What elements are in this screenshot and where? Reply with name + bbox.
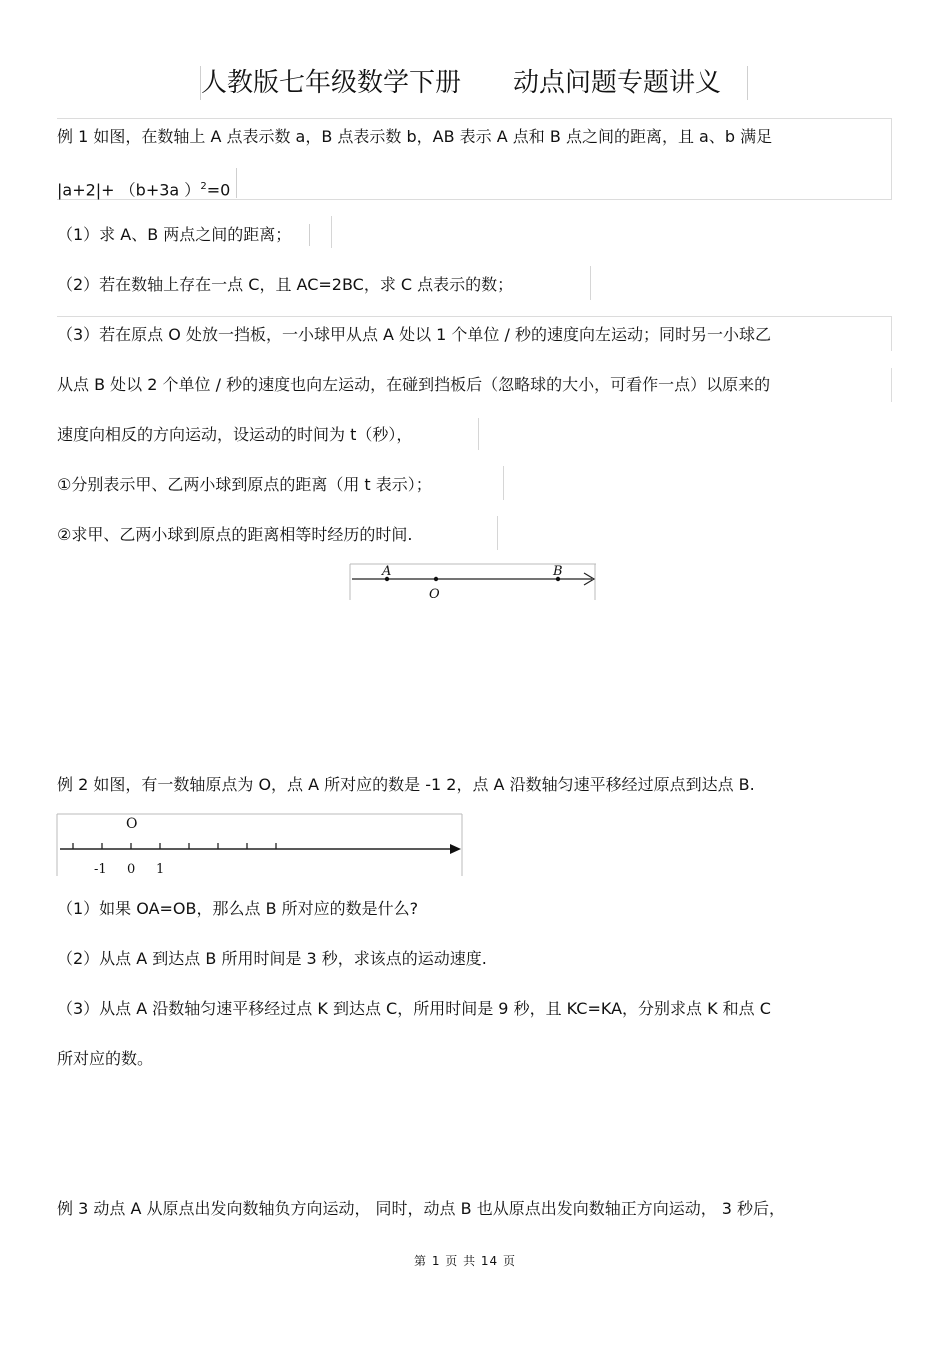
page-title [200,66,748,100]
example3-statement: 例 3 动点 A 从原点出发向数轴负方向运动， 同时，动点 B 也从原点出发向数轴正方向运动， 3 秒后， [57,1199,786,1218]
example1-subquestion-1: ①分别表示甲、乙两小球到原点的距离（用 t 表示）； [57,475,432,494]
exponent: 2 [200,181,207,192]
title-right: 动点问题专题讲义 [513,68,722,98]
tick-label-0: 0 [127,862,136,877]
title-left: 人教版七年级数学下册 [201,68,462,98]
arrow-head-icon [450,844,461,854]
label-b: B [553,564,563,579]
example2-statement: 例 2 如图，有一数轴原点为 O，点 A 所对应的数是 -1 2，点 A 沿数轴匀速平移经过原点到达点 B. [57,775,755,794]
example1-question-2: （2）若在数轴上存在一点 C，且 AC=2BC，求 C 点表示的数； [57,275,514,294]
example1-question-1: （1）求 A、B 两点之间的距离； [57,224,310,246]
example2-question-3-line1: （3）从点 A 沿数轴匀速平移经过点 K 到达点 C，所用时间是 9 秒，且 KC=KA，分别求点 K 和点 C [57,999,771,1018]
example1-statement-line1: 例 1 如图，在数轴上 A 点表示数 a，B 点表示数 b，AB 表示 A 点和 B 点之间的距离，且 a、b 满足 [57,127,773,146]
tick-label-neg1: -1 [94,862,107,877]
point-o [434,577,438,581]
example2-number-line-figure [56,812,466,878]
example2-question-1: （1）如果 OA=OB，那么点 B 所对应的数是什么? [57,899,419,918]
label-o: O [429,587,440,602]
page-footer: 第 1 页 共 14 页 [414,1254,516,1268]
example1-question-3-line2: 从点 B 处以 2 个单位 / 秒的速度也向左运动，在碰到挡板后（忽略球的大小，可看作一点）以原来的 [57,375,771,394]
example2-question-2: （2）从点 A 到达点 B 所用时间是 3 秒，求该点的运动速度. [57,949,487,968]
example1-subquestion-2: ②求甲、乙两小球到原点的距离相等时经历的时间. [57,525,413,544]
example1-question-3-line1: （3）若在原点 O 处放一挡板，一小球甲从点 A 处以 1 个单位 / 秒的速度向左运动；同时另一小球乙 [57,325,771,344]
example1-number-line-figure [348,560,598,602]
tick-label-1: 1 [156,862,165,877]
label-a: A [382,564,392,579]
origin-label: O [126,816,138,832]
example1-question-3-line3: 速度向相反的方向运动，设运动的时间为 t（秒）， [57,425,413,444]
example2-question-3-line2: 所对应的数。 [57,1049,154,1068]
example1-statement-line2: |a+2|+ （b+3a ）$^2$=0 [57,180,231,200]
